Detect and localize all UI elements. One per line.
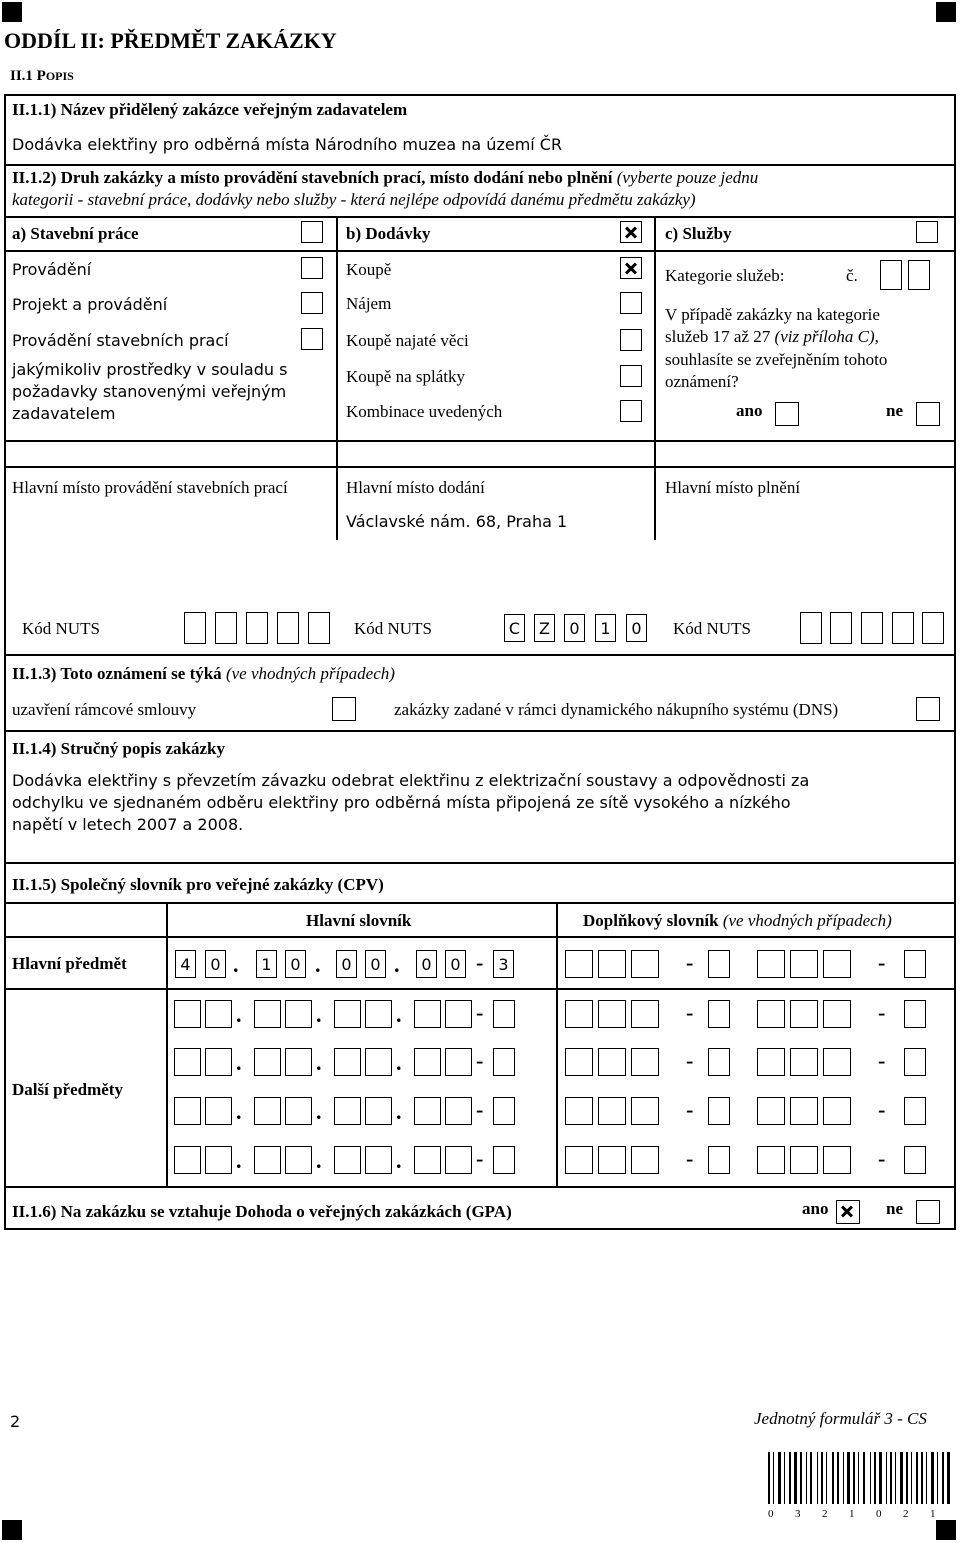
other-subjects-label: Další předměty xyxy=(12,1080,123,1099)
barcode-bar xyxy=(900,1452,903,1504)
q3-label-bold: II.1.3) Toto oznámení se týká xyxy=(12,664,222,683)
description-line: Dodávka elektřiny s převzetím závazku odebrat elektřinu z elektrizační soustavy a odpovědnosti za xyxy=(12,771,810,790)
nuts-cell[interactable] xyxy=(830,612,852,644)
service-no-checkbox[interactable] xyxy=(916,402,940,426)
works-option-checkbox[interactable] xyxy=(301,292,323,314)
cpv-extra-cell[interactable] xyxy=(414,1000,441,1028)
cpv-extra-cell[interactable] xyxy=(205,1000,232,1028)
cpv-extra-cell[interactable] xyxy=(493,1146,515,1174)
description-line: odchylku ve sjednaném odběru elektřiny pro odběrná místa připojená ze sítě vysokého a nízkého xyxy=(12,793,791,812)
q2-label-italic-1: (vyberte pouze jednu xyxy=(616,168,759,187)
cpv-dash: - xyxy=(686,1146,694,1171)
cpv-extra-cell[interactable] xyxy=(790,1000,818,1028)
cpv-extra-cell[interactable] xyxy=(254,1000,281,1028)
supplies-option-checkbox[interactable] xyxy=(620,365,642,387)
nuts-supply-cell[interactable]: C xyxy=(504,614,525,642)
service-publish-question: oznámení? xyxy=(665,372,739,391)
cpv-dot: . xyxy=(396,1099,402,1124)
barcode-bar xyxy=(906,1452,908,1504)
barcode-bar xyxy=(947,1452,950,1504)
cpv-extra-cell[interactable] xyxy=(285,1048,312,1076)
cpv-extra-cell[interactable] xyxy=(254,1097,281,1125)
cpv-dot: . xyxy=(316,1050,322,1075)
barcode-bar xyxy=(843,1452,844,1504)
supplies-option-label: Koupě najaté věci xyxy=(346,331,469,350)
barcode-bar xyxy=(768,1452,770,1504)
cpv-extra-cell[interactable] xyxy=(631,1048,659,1076)
cpv-extra-cell[interactable] xyxy=(598,1097,626,1125)
cpv-extra-cell[interactable] xyxy=(565,1048,593,1076)
cpv-extra-cell[interactable] xyxy=(334,1000,361,1028)
supplies-title: b) Dodávky xyxy=(346,224,431,243)
cpv-extra-cell[interactable] xyxy=(254,1146,281,1174)
service-category-cell[interactable] xyxy=(908,260,930,290)
cpv-extra-cell[interactable] xyxy=(708,1146,730,1174)
cpv-dash: - xyxy=(686,1000,694,1025)
cpv-dash: - xyxy=(476,950,484,975)
service-publish-question xyxy=(665,327,879,347)
cpv-extra-cell[interactable] xyxy=(285,1097,312,1125)
cpv-dot: . xyxy=(396,1002,402,1027)
cpv-dash: - xyxy=(686,950,694,975)
barcode-digit: 2 xyxy=(903,1508,909,1520)
cpv-main-cell[interactable]: 0 xyxy=(416,950,437,978)
cpv-extra-cell[interactable] xyxy=(598,1146,626,1174)
cpv-dot: . xyxy=(316,1148,322,1173)
cpv-extra-cell[interactable] xyxy=(174,1097,201,1125)
cpv-dot: . xyxy=(396,1148,402,1173)
cpv-dot: . xyxy=(233,952,239,977)
cpv-extra-cell[interactable] xyxy=(631,1146,659,1174)
barcode-bar xyxy=(837,1452,839,1504)
cpv-extra-cell[interactable] xyxy=(285,1146,312,1174)
cpv-extra-cell[interactable] xyxy=(757,1097,785,1125)
supplies-option-label: Koupě xyxy=(346,260,392,279)
cpv-supp-cell[interactable] xyxy=(631,950,659,978)
works-long-option-line: požadavky stanovenými veřejným xyxy=(12,382,287,401)
barcode-bar xyxy=(942,1452,944,1504)
service-no-label: ne xyxy=(886,401,903,420)
description-line: napětí v letech 2007 a 2008. xyxy=(12,815,244,834)
framework-agreement-checkbox[interactable] xyxy=(332,697,356,721)
service-publish-question: souhlasíte se zveřejněním tohoto xyxy=(665,350,888,369)
supplies-checkbox[interactable] xyxy=(620,221,642,243)
cpv-dot: . xyxy=(396,1050,402,1075)
cpv-extra-cell[interactable] xyxy=(904,1000,926,1028)
barcode-bar xyxy=(890,1452,892,1504)
barcode-bar xyxy=(879,1452,882,1504)
barcode-bar xyxy=(794,1452,797,1504)
cpv-extra-cell[interactable] xyxy=(205,1048,232,1076)
cpv-extra-cell[interactable] xyxy=(254,1048,281,1076)
barcode-bar xyxy=(778,1452,781,1504)
gpa-no-checkbox[interactable] xyxy=(916,1200,940,1224)
barcode-digit: 0 xyxy=(876,1508,882,1520)
nuts-cell[interactable] xyxy=(246,612,268,644)
framework-agreement-label: uzavření rámcové smlouvy xyxy=(12,700,197,719)
cpv-extra-cell[interactable] xyxy=(205,1146,232,1174)
cpv-main-cell[interactable]: 0 xyxy=(205,950,226,978)
barcode-bar xyxy=(886,1452,887,1504)
cpv-extra-cell[interactable] xyxy=(708,1048,730,1076)
form-name: Jednotný formulář 3 - CS xyxy=(754,1409,927,1428)
cpv-main-cell[interactable]: 0 xyxy=(445,950,466,978)
section-title: ODDÍL II: PŘEDMĚT ZAKÁZKY xyxy=(4,28,337,53)
nuts-supply-label: Kód NUTS xyxy=(354,619,432,638)
barcode-digit: 1 xyxy=(930,1508,936,1520)
barcode-bar xyxy=(858,1452,859,1504)
cpv-extra-cell[interactable] xyxy=(904,1048,926,1076)
cpv-dash: - xyxy=(878,950,886,975)
works-title: a) Stavební práce xyxy=(12,224,139,243)
barcode-digit: 1 xyxy=(849,1508,855,1520)
cpv-extra-cell[interactable] xyxy=(904,1146,926,1174)
barcode-digits xyxy=(768,1508,942,1520)
cpv-extra-cell[interactable] xyxy=(757,1048,785,1076)
service-place-label: Hlavní místo plnění xyxy=(665,478,801,497)
cpv-extra-cell[interactable] xyxy=(904,1097,926,1125)
cpv-main-cell[interactable]: 0 xyxy=(336,950,357,978)
cpv-extra-cell[interactable] xyxy=(365,1097,392,1125)
cpv-extra-cell[interactable] xyxy=(174,1146,201,1174)
cpv-extra-cell[interactable] xyxy=(565,1000,593,1028)
supplies-option-checkbox[interactable] xyxy=(620,329,642,351)
barcode-bar xyxy=(826,1452,827,1504)
cpv-extra-cell[interactable] xyxy=(285,1000,312,1028)
nuts-cell[interactable] xyxy=(308,612,330,644)
service-question-italic: (viz příloha C), xyxy=(774,327,879,346)
cpv-dash: - xyxy=(476,1048,484,1073)
supp-vocab-bold: Doplňkový slovník xyxy=(583,911,719,930)
service-yes-label: ano xyxy=(736,401,763,420)
corner-mark-top-right xyxy=(936,2,956,22)
corner-mark-bottom-right xyxy=(936,1520,956,1540)
cpv-supp-cell[interactable] xyxy=(823,950,851,978)
cpv-dash: - xyxy=(878,1048,886,1073)
cpv-extra-cell[interactable] xyxy=(790,1048,818,1076)
barcode-bar xyxy=(784,1452,785,1504)
works-long-option-line: zadavatelem xyxy=(12,404,116,423)
cpv-supp-cell[interactable] xyxy=(790,950,818,978)
cpv-dash: - xyxy=(476,1097,484,1122)
subsection-rest: OPIS xyxy=(45,69,74,83)
cpv-extra-cell[interactable] xyxy=(493,1000,515,1028)
barcode-bar xyxy=(810,1452,812,1504)
nuts-cell[interactable] xyxy=(277,612,299,644)
barcode-bar xyxy=(821,1452,823,1504)
barcode-digit: 3 xyxy=(795,1508,801,1520)
cpv-extra-cell[interactable] xyxy=(823,1146,851,1174)
cpv-extra-cell[interactable] xyxy=(334,1146,361,1174)
barcode-bar xyxy=(916,1452,918,1504)
cpv-extra-cell[interactable] xyxy=(174,1000,201,1028)
cpv-extra-cell[interactable] xyxy=(757,1000,785,1028)
cpv-dash: - xyxy=(686,1097,694,1122)
barcode-bar xyxy=(847,1452,850,1504)
works-option-checkbox[interactable] xyxy=(301,257,323,279)
barcode-bar xyxy=(832,1452,834,1504)
dns-checkbox[interactable] xyxy=(916,697,940,721)
cpv-extra-cell[interactable] xyxy=(598,1048,626,1076)
contract-name-value: Dodávka elektřiny pro odběrná místa Národního muzea na území ČR xyxy=(12,135,563,154)
nuts-cell[interactable] xyxy=(892,612,914,644)
cpv-supp-cell[interactable] xyxy=(757,950,785,978)
cpv-extra-cell[interactable] xyxy=(757,1146,785,1174)
q1-label: II.1.1) Název přidělený zakázce veřejným zadavatelem xyxy=(12,100,408,119)
cpv-supp-cell[interactable] xyxy=(904,950,926,978)
nuts-supply-cell[interactable]: 0 xyxy=(564,614,585,642)
q2-label-italic-2: kategorii - stavební práce, dodávky nebo služby - která nejlépe odpovídá danému předmětu zakázky) xyxy=(12,190,696,209)
cpv-extra-cell[interactable] xyxy=(823,1097,851,1125)
cpv-extra-cell[interactable] xyxy=(174,1048,201,1076)
cpv-main-cell[interactable]: 4 xyxy=(175,950,196,978)
cpv-extra-cell[interactable] xyxy=(631,1097,659,1125)
supplies-option-label: Nájem xyxy=(346,294,392,313)
cpv-dot: . xyxy=(315,952,321,977)
barcode-bar xyxy=(789,1452,791,1504)
nuts-service-label: Kód NUTS xyxy=(673,619,751,638)
supplies-option-label: Koupě na splátky xyxy=(346,367,465,386)
nuts-cell[interactable] xyxy=(184,612,206,644)
supplies-option-checkbox[interactable] xyxy=(620,257,642,279)
supplies-option-checkbox[interactable] xyxy=(620,292,642,314)
barcode-bar xyxy=(937,1452,938,1504)
cpv-extra-cell[interactable] xyxy=(493,1048,515,1076)
barcode-bar xyxy=(863,1452,865,1504)
works-option-label: Provádění stavebních prací xyxy=(12,331,229,350)
barcode-bar xyxy=(926,1452,927,1504)
barcode-bar xyxy=(870,1452,871,1504)
cpv-extra-cell[interactable] xyxy=(790,1097,818,1125)
works-option-checkbox[interactable] xyxy=(301,328,323,350)
cpv-extra-cell[interactable] xyxy=(334,1097,361,1125)
corner-mark-top-left xyxy=(2,2,22,22)
cpv-extra-cell[interactable] xyxy=(414,1097,441,1125)
works-long-option-line: jakýmikoliv prostředky v souladu s xyxy=(12,360,288,379)
gpa-yes-label: ano xyxy=(802,1199,829,1218)
page-number: 2 xyxy=(10,1412,21,1431)
q5-label: II.1.5) Společný slovník pro veřejné zakázky (CPV) xyxy=(12,875,384,894)
cpv-extra-cell[interactable] xyxy=(445,1000,472,1028)
cpv-dash: - xyxy=(878,1146,886,1171)
cpv-extra-cell[interactable] xyxy=(365,1146,392,1174)
supply-place-label: Hlavní místo dodání xyxy=(346,478,485,497)
nuts-cell[interactable] xyxy=(800,612,822,644)
service-yes-checkbox[interactable] xyxy=(775,402,799,426)
cpv-extra-cell[interactable] xyxy=(334,1048,361,1076)
cpv-dash: - xyxy=(878,1000,886,1025)
cpv-supp-cell[interactable] xyxy=(598,950,626,978)
barcode-digit: 0 xyxy=(768,1508,774,1520)
cpv-dot: . xyxy=(236,1050,242,1075)
barcode-bar xyxy=(921,1452,923,1504)
cpv-extra-cell[interactable] xyxy=(565,1097,593,1125)
main-subject-label: Hlavní předmět xyxy=(12,954,127,973)
service-category-cell[interactable] xyxy=(880,260,902,290)
works-checkbox[interactable] xyxy=(301,221,323,243)
cpv-extra-cell[interactable] xyxy=(445,1146,472,1174)
q2-label xyxy=(12,168,758,188)
service-publish-question: V případě zakázky na kategorie xyxy=(665,305,880,324)
works-option-label: Projekt a provádění xyxy=(12,295,168,314)
cpv-main-cell[interactable]: 1 xyxy=(256,950,277,978)
cpv-extra-cell[interactable] xyxy=(708,1000,730,1028)
dns-label: zakázky zadané v rámci dynamického nákupního systému (DNS) xyxy=(394,700,839,719)
barcode-bar xyxy=(853,1452,855,1504)
service-category-no: č. xyxy=(846,266,858,285)
works-place-label: Hlavní místo provádění stavebních prací xyxy=(12,478,288,497)
nuts-works-label: Kód NUTS xyxy=(22,619,100,638)
nuts-supply-cell[interactable]: 1 xyxy=(595,614,616,642)
cpv-main-cell[interactable]: 0 xyxy=(365,950,386,978)
supplies-option-label: Kombinace uvedených xyxy=(346,402,503,421)
cpv-extra-cell[interactable] xyxy=(823,1000,851,1028)
cpv-dash: - xyxy=(476,1146,484,1171)
supp-vocab-header xyxy=(583,911,892,931)
works-option-label: Provádění xyxy=(12,260,92,279)
barcode-digit: 2 xyxy=(822,1508,828,1520)
q3-label xyxy=(12,664,395,684)
cpv-dash: - xyxy=(476,1000,484,1025)
cpv-extra-cell[interactable] xyxy=(493,1097,515,1125)
service-question-text: služeb 17 až 27 xyxy=(665,327,775,346)
barcode-bar xyxy=(895,1452,896,1504)
supp-vocab-italic: (ve vhodných případech) xyxy=(722,911,892,930)
cpv-extra-cell[interactable] xyxy=(708,1097,730,1125)
nuts-supply-cell[interactable]: 0 xyxy=(626,614,647,642)
cpv-extra-cell[interactable] xyxy=(414,1048,441,1076)
cpv-extra-cell[interactable] xyxy=(365,1048,392,1076)
barcode-bar xyxy=(817,1452,818,1504)
cpv-dot: . xyxy=(236,1148,242,1173)
cpv-supp-cell[interactable] xyxy=(708,950,730,978)
cpv-supp-cell[interactable] xyxy=(565,950,593,978)
cpv-dot: . xyxy=(394,952,400,977)
cpv-dot: . xyxy=(236,1002,242,1027)
nuts-supply-cell[interactable]: Z xyxy=(534,614,555,642)
main-vocab-header: Hlavní slovník xyxy=(306,911,412,930)
barcode-bar xyxy=(911,1452,912,1504)
subsection-prefix: II.1 P xyxy=(10,68,46,84)
corner-mark-bottom-left xyxy=(2,1520,22,1540)
barcode-bar xyxy=(806,1452,807,1504)
cpv-extra-cell[interactable] xyxy=(598,1000,626,1028)
cpv-dash: - xyxy=(878,1097,886,1122)
barcode-bar xyxy=(800,1452,802,1504)
barcode-bar xyxy=(874,1452,876,1504)
cpv-dot: . xyxy=(236,1099,242,1124)
gpa-yes-checkbox[interactable] xyxy=(836,1200,860,1224)
gpa-no-label: ne xyxy=(886,1199,903,1218)
nuts-cell[interactable] xyxy=(861,612,883,644)
nuts-cell[interactable] xyxy=(922,612,944,644)
supplies-option-checkbox[interactable] xyxy=(620,400,642,422)
cpv-dot: . xyxy=(316,1099,322,1124)
cpv-main-cell[interactable]: 3 xyxy=(493,950,514,978)
cpv-extra-cell[interactable] xyxy=(414,1146,441,1174)
cpv-dash: - xyxy=(686,1048,694,1073)
services-title: c) Služby xyxy=(665,224,732,243)
cpv-dot: . xyxy=(316,1002,322,1027)
cpv-extra-cell[interactable] xyxy=(823,1048,851,1076)
supply-place-value: Václavské nám. 68, Praha 1 xyxy=(346,512,568,531)
q3-label-italic: (ve vhodných případech) xyxy=(225,664,395,683)
cpv-extra-cell[interactable] xyxy=(445,1048,472,1076)
cpv-extra-cell[interactable] xyxy=(205,1097,232,1125)
cpv-extra-cell[interactable] xyxy=(565,1146,593,1174)
q4-label: II.1.4) Stručný popis zakázky xyxy=(12,739,226,758)
service-category-label: Kategorie služeb: xyxy=(665,266,785,285)
services-checkbox[interactable] xyxy=(916,221,938,243)
cpv-main-cell[interactable]: 0 xyxy=(285,950,306,978)
q2-label-bold: II.1.2) Druh zakázky a místo provádění stavebních prací, místo dodání nebo plnění xyxy=(12,168,613,187)
cpv-extra-cell[interactable] xyxy=(790,1146,818,1174)
cpv-extra-cell[interactable] xyxy=(445,1097,472,1125)
subsection-title xyxy=(10,68,74,85)
nuts-cell[interactable] xyxy=(215,612,237,644)
q6-label: II.1.6) Na zakázku se vztahuje Dohoda o veřejných zakázkách (GPA) xyxy=(12,1202,512,1221)
barcode-bar xyxy=(931,1452,934,1504)
cpv-extra-cell[interactable] xyxy=(365,1000,392,1028)
cpv-extra-cell[interactable] xyxy=(631,1000,659,1028)
barcode-bar xyxy=(773,1452,774,1504)
